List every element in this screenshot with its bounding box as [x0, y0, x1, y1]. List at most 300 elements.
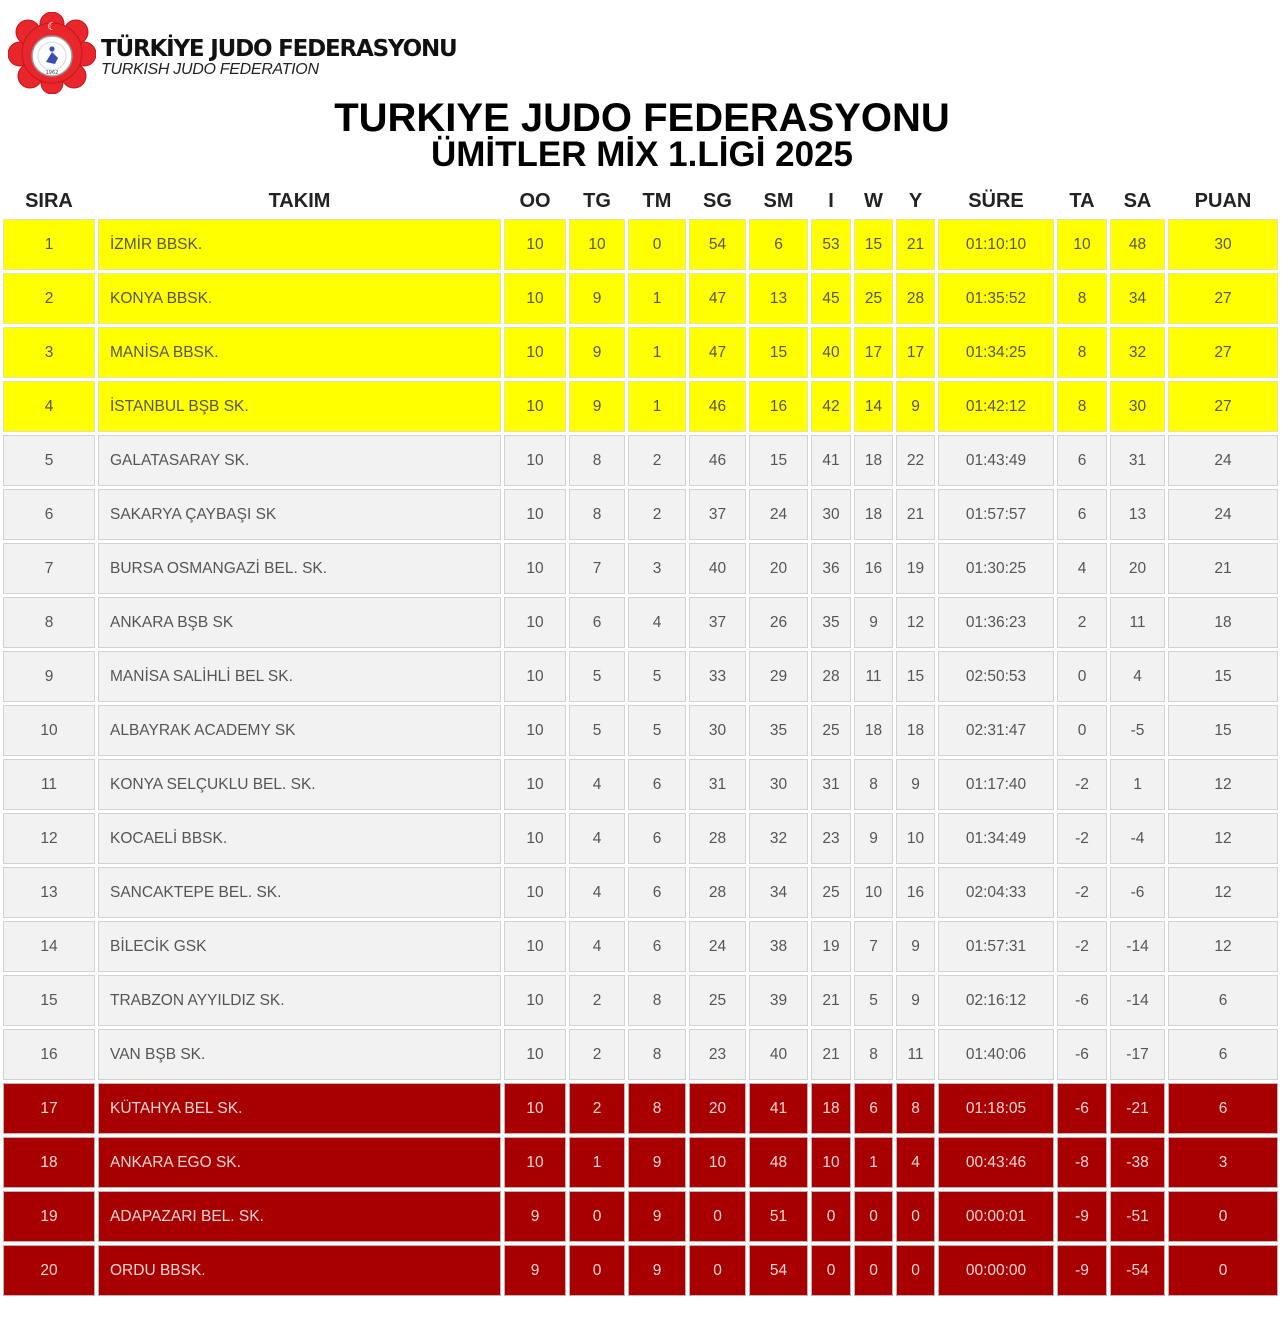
cell-team: MANİSA SALİHLİ BEL SK. [98, 651, 501, 702]
cell-yuko: 4 [896, 1137, 935, 1188]
cell-team: SAKARYA ÇAYBAŞI SK [98, 489, 501, 540]
cell-ippon: 41 [811, 435, 851, 486]
cell-wazaari: 11 [854, 651, 893, 702]
cell-team-wins: 4 [569, 759, 625, 810]
cell-team: BURSA OSMANGAZİ BEL. SK. [98, 543, 501, 594]
cell-rank: 2 [3, 273, 95, 324]
cell-rank: 7 [3, 543, 95, 594]
cell-yuko: 11 [896, 1029, 935, 1080]
table-row [3, 921, 1278, 972]
cell-team-wins: 10 [569, 219, 625, 270]
cell-matches-played: 10 [504, 219, 566, 270]
cell-individual-wins: 0 [689, 1245, 746, 1296]
cell-duration: 01:30:25 [938, 543, 1054, 594]
cell-ippon: 36 [811, 543, 851, 594]
cell-yuko: 9 [896, 759, 935, 810]
cell-rank: 9 [3, 651, 95, 702]
cell-rank: 5 [3, 435, 95, 486]
cell-duration: 02:04:33 [938, 867, 1054, 918]
cell-wazaari: 18 [854, 489, 893, 540]
cell-matches-played: 10 [504, 1083, 566, 1134]
cell-wazaari: 9 [854, 813, 893, 864]
cell-yuko: 9 [896, 921, 935, 972]
cell-individual-wins: 40 [689, 543, 746, 594]
cell-points: 30 [1168, 219, 1278, 270]
cell-points: 27 [1168, 327, 1278, 378]
cell-matches-played: 10 [504, 813, 566, 864]
cell-team-wins: 5 [569, 651, 625, 702]
cell-matches-played: 10 [504, 867, 566, 918]
cell-team: KOCAELİ BBSK. [98, 813, 501, 864]
cell-team: KONYA SELÇUKLU BEL. SK. [98, 759, 501, 810]
cell-score-average: -6 [1110, 867, 1165, 918]
svg-text:1962: 1962 [45, 70, 59, 76]
cell-matches-played: 10 [504, 651, 566, 702]
column-header-ippon: I [828, 189, 834, 212]
cell-individual-wins: 0 [689, 1191, 746, 1242]
cell-team-losses: 5 [628, 705, 686, 756]
cell-wazaari: 0 [854, 1191, 893, 1242]
cell-rank: 18 [3, 1137, 95, 1188]
cell-rank: 19 [3, 1191, 95, 1242]
column-header-team-average: TA [1069, 189, 1095, 212]
cell-matches-played: 10 [504, 489, 566, 540]
cell-score-average: 20 [1110, 543, 1165, 594]
cell-duration: 02:50:53 [938, 651, 1054, 702]
cell-points: 21 [1168, 543, 1278, 594]
cell-individual-losses: 32 [749, 813, 808, 864]
cell-wazaari: 1 [854, 1137, 893, 1188]
table-row [3, 435, 1278, 486]
cell-points: 24 [1168, 435, 1278, 486]
cell-duration: 01:42:12 [938, 381, 1054, 432]
cell-team-losses: 9 [628, 1245, 686, 1296]
cell-team-average: -6 [1057, 975, 1107, 1026]
cell-team-average: -9 [1057, 1191, 1107, 1242]
column-header-duration: SÜRE [968, 189, 1024, 212]
cell-team-average: -9 [1057, 1245, 1107, 1296]
cell-team-wins: 9 [569, 273, 625, 324]
cell-ippon: 42 [811, 381, 851, 432]
cell-ippon: 45 [811, 273, 851, 324]
cell-individual-losses: 51 [749, 1191, 808, 1242]
cell-team: GALATASARAY SK. [98, 435, 501, 486]
brand-name: TÜRKİYE JUDO FEDERASYONU [101, 36, 457, 62]
cell-duration: 01:40:06 [938, 1029, 1054, 1080]
cell-yuko: 9 [896, 975, 935, 1026]
cell-yuko: 19 [896, 543, 935, 594]
cell-individual-losses: 26 [749, 597, 808, 648]
cell-individual-losses: 40 [749, 1029, 808, 1080]
cell-individual-losses: 38 [749, 921, 808, 972]
cell-team: ORDU BBSK. [98, 1245, 501, 1296]
brand-subtitle: TURKISH JUDO FEDERATION [101, 61, 319, 78]
standings-table [0, 183, 1281, 1299]
cell-team-average: 10 [1057, 219, 1107, 270]
cell-team-average: 0 [1057, 705, 1107, 756]
cell-yuko: 21 [896, 219, 935, 270]
cell-matches-played: 10 [504, 381, 566, 432]
cell-matches-played: 10 [504, 705, 566, 756]
cell-score-average: -14 [1110, 921, 1165, 972]
cell-points: 12 [1168, 759, 1278, 810]
cell-team: KÜTAHYA BEL SK. [98, 1083, 501, 1134]
cell-rank: 17 [3, 1083, 95, 1134]
cell-team-average: 0 [1057, 651, 1107, 702]
cell-yuko: 18 [896, 705, 935, 756]
cell-matches-played: 10 [504, 327, 566, 378]
cell-wazaari: 16 [854, 543, 893, 594]
cell-score-average: 13 [1110, 489, 1165, 540]
cell-duration: 00:00:00 [938, 1245, 1054, 1296]
cell-ippon: 25 [811, 867, 851, 918]
table-row [3, 1083, 1278, 1134]
cell-team: SANCAKTEPE BEL. SK. [98, 867, 501, 918]
cell-team-wins: 1 [569, 1137, 625, 1188]
cell-score-average: 11 [1110, 597, 1165, 648]
cell-yuko: 16 [896, 867, 935, 918]
cell-team: KONYA BBSK. [98, 273, 501, 324]
cell-score-average: 30 [1110, 381, 1165, 432]
cell-rank: 13 [3, 867, 95, 918]
cell-duration: 01:36:23 [938, 597, 1054, 648]
cell-duration: 01:43:49 [938, 435, 1054, 486]
page-subtitle: ÜMİTLER MİX 1.LİGİ 2025 [430, 135, 854, 174]
cell-duration: 00:43:46 [938, 1137, 1054, 1188]
table-row [3, 489, 1278, 540]
cell-points: 3 [1168, 1137, 1278, 1188]
cell-team-average: -8 [1057, 1137, 1107, 1188]
cell-team-wins: 4 [569, 921, 625, 972]
column-header-team-losses: TM [642, 189, 672, 212]
federation-logo-icon [8, 12, 96, 94]
cell-rank: 11 [3, 759, 95, 810]
cell-team: İSTANBUL BŞB SK. [98, 381, 501, 432]
cell-ippon: 30 [811, 489, 851, 540]
cell-individual-losses: 13 [749, 273, 808, 324]
cell-ippon: 53 [811, 219, 851, 270]
cell-wazaari: 15 [854, 219, 893, 270]
cell-team-average: 8 [1057, 327, 1107, 378]
cell-yuko: 15 [896, 651, 935, 702]
cell-points: 12 [1168, 813, 1278, 864]
cell-matches-played: 9 [504, 1191, 566, 1242]
brand-block [101, 36, 457, 79]
cell-yuko: 0 [896, 1245, 935, 1296]
cell-wazaari: 17 [854, 327, 893, 378]
cell-individual-wins: 24 [689, 921, 746, 972]
cell-points: 27 [1168, 381, 1278, 432]
cell-wazaari: 14 [854, 381, 893, 432]
cell-team-losses: 1 [628, 327, 686, 378]
cell-points: 6 [1168, 1029, 1278, 1080]
cell-ippon: 0 [811, 1191, 851, 1242]
column-header-matches-played: OO [519, 189, 551, 212]
column-header-team-wins: TG [583, 189, 611, 212]
cell-duration: 00:00:01 [938, 1191, 1054, 1242]
cell-team-wins: 4 [569, 813, 625, 864]
cell-yuko: 28 [896, 273, 935, 324]
cell-individual-wins: 28 [689, 813, 746, 864]
cell-team: BİLECİK GSK [98, 921, 501, 972]
cell-rank: 4 [3, 381, 95, 432]
column-header-individual-losses: SM [763, 189, 794, 212]
cell-wazaari: 18 [854, 435, 893, 486]
cell-points: 15 [1168, 705, 1278, 756]
cell-wazaari: 6 [854, 1083, 893, 1134]
cell-matches-played: 10 [504, 1029, 566, 1080]
cell-ippon: 10 [811, 1137, 851, 1188]
table-row [3, 1245, 1278, 1296]
cell-individual-wins: 30 [689, 705, 746, 756]
cell-score-average: -38 [1110, 1137, 1165, 1188]
cell-individual-wins: 31 [689, 759, 746, 810]
cell-individual-wins: 20 [689, 1083, 746, 1134]
cell-individual-wins: 33 [689, 651, 746, 702]
cell-matches-played: 10 [504, 273, 566, 324]
cell-matches-played: 10 [504, 921, 566, 972]
cell-wazaari: 9 [854, 597, 893, 648]
cell-team-wins: 0 [569, 1191, 625, 1242]
cell-team-average: -6 [1057, 1083, 1107, 1134]
table-row [3, 759, 1278, 810]
cell-team-average: 4 [1057, 543, 1107, 594]
cell-points: 12 [1168, 921, 1278, 972]
cell-points: 24 [1168, 489, 1278, 540]
cell-team-losses: 8 [628, 975, 686, 1026]
table-row [3, 975, 1278, 1026]
table-row [3, 1137, 1278, 1188]
cell-score-average: -14 [1110, 975, 1165, 1026]
cell-team-wins: 2 [569, 975, 625, 1026]
cell-rank: 15 [3, 975, 95, 1026]
cell-wazaari: 25 [854, 273, 893, 324]
cell-score-average: 4 [1110, 651, 1165, 702]
cell-score-average: -51 [1110, 1191, 1165, 1242]
cell-score-average: -17 [1110, 1029, 1165, 1080]
column-header-individual-wins: SG [703, 189, 732, 212]
cell-team-losses: 6 [628, 921, 686, 972]
table-row [3, 543, 1278, 594]
table-row [3, 327, 1278, 378]
cell-duration: 01:10:10 [938, 219, 1054, 270]
table-header-row [3, 186, 1278, 216]
cell-team: MANİSA BBSK. [98, 327, 501, 378]
cell-ippon: 0 [811, 1245, 851, 1296]
cell-rank: 20 [3, 1245, 95, 1296]
cell-score-average: 34 [1110, 273, 1165, 324]
cell-matches-played: 10 [504, 1137, 566, 1188]
cell-duration: 01:34:25 [938, 327, 1054, 378]
cell-team-losses: 5 [628, 651, 686, 702]
cell-team-losses: 6 [628, 759, 686, 810]
cell-duration: 01:57:31 [938, 921, 1054, 972]
cell-duration: 02:16:12 [938, 975, 1054, 1026]
cell-team-wins: 9 [569, 327, 625, 378]
column-header-score-average: SA [1123, 189, 1152, 212]
cell-points: 18 [1168, 597, 1278, 648]
cell-wazaari: 7 [854, 921, 893, 972]
cell-yuko: 0 [896, 1191, 935, 1242]
table-row [3, 705, 1278, 756]
page-title: TURKIYE JUDO FEDERASYONU [334, 96, 950, 140]
cell-score-average: 32 [1110, 327, 1165, 378]
cell-individual-wins: 25 [689, 975, 746, 1026]
cell-team-losses: 3 [628, 543, 686, 594]
cell-score-average: 48 [1110, 219, 1165, 270]
cell-individual-losses: 15 [749, 327, 808, 378]
cell-wazaari: 0 [854, 1245, 893, 1296]
cell-team-wins: 8 [569, 489, 625, 540]
cell-team-wins: 6 [569, 597, 625, 648]
cell-individual-losses: 39 [749, 975, 808, 1026]
cell-points: 6 [1168, 975, 1278, 1026]
cell-team-average: -2 [1057, 921, 1107, 972]
cell-ippon: 25 [811, 705, 851, 756]
cell-points: 27 [1168, 273, 1278, 324]
cell-yuko: 22 [896, 435, 935, 486]
cell-matches-played: 10 [504, 759, 566, 810]
cell-yuko: 21 [896, 489, 935, 540]
cell-individual-wins: 46 [689, 381, 746, 432]
cell-team: TRABZON AYYILDIZ SK. [98, 975, 501, 1026]
column-header-points: PUAN [1194, 189, 1252, 212]
cell-individual-wins: 28 [689, 867, 746, 918]
cell-matches-played: 10 [504, 543, 566, 594]
cell-team-wins: 7 [569, 543, 625, 594]
cell-individual-wins: 46 [689, 435, 746, 486]
cell-team-losses: 6 [628, 867, 686, 918]
cell-duration: 01:17:40 [938, 759, 1054, 810]
cell-team-average: 6 [1057, 489, 1107, 540]
cell-ippon: 23 [811, 813, 851, 864]
cell-individual-losses: 6 [749, 219, 808, 270]
cell-ippon: 19 [811, 921, 851, 972]
cell-points: 0 [1168, 1245, 1278, 1296]
cell-ippon: 28 [811, 651, 851, 702]
table-row [3, 867, 1278, 918]
column-header-rank: SIRA [25, 189, 73, 212]
cell-duration: 01:18:05 [938, 1083, 1054, 1134]
cell-rank: 1 [3, 219, 95, 270]
cell-team-losses: 6 [628, 813, 686, 864]
cell-ippon: 21 [811, 975, 851, 1026]
cell-individual-losses: 48 [749, 1137, 808, 1188]
cell-duration: 01:57:57 [938, 489, 1054, 540]
cell-team-losses: 0 [628, 219, 686, 270]
cell-individual-losses: 29 [749, 651, 808, 702]
cell-individual-losses: 35 [749, 705, 808, 756]
column-header-team: TAKIM [268, 189, 331, 212]
cell-team-losses: 1 [628, 381, 686, 432]
column-header-yuko: Y [908, 189, 923, 212]
cell-duration: 01:35:52 [938, 273, 1054, 324]
cell-score-average: -54 [1110, 1245, 1165, 1296]
cell-yuko: 12 [896, 597, 935, 648]
cell-team-wins: 8 [569, 435, 625, 486]
cell-matches-played: 10 [504, 975, 566, 1026]
cell-team-wins: 5 [569, 705, 625, 756]
cell-yuko: 17 [896, 327, 935, 378]
cell-team-wins: 2 [569, 1029, 625, 1080]
table-row [3, 1191, 1278, 1242]
cell-team-average: 8 [1057, 381, 1107, 432]
cell-wazaari: 10 [854, 867, 893, 918]
cell-ippon: 21 [811, 1029, 851, 1080]
cell-team-wins: 9 [569, 381, 625, 432]
cell-team-average: -2 [1057, 813, 1107, 864]
cell-team-wins: 4 [569, 867, 625, 918]
table-row [3, 651, 1278, 702]
cell-team-losses: 2 [628, 435, 686, 486]
cell-duration: 01:34:49 [938, 813, 1054, 864]
cell-team-average: -2 [1057, 867, 1107, 918]
cell-individual-losses: 30 [749, 759, 808, 810]
table-row [3, 219, 1278, 270]
cell-team: ANKARA EGO SK. [98, 1137, 501, 1188]
cell-ippon: 35 [811, 597, 851, 648]
cell-individual-wins: 37 [689, 597, 746, 648]
cell-ippon: 40 [811, 327, 851, 378]
cell-points: 6 [1168, 1083, 1278, 1134]
cell-team-average: 2 [1057, 597, 1107, 648]
cell-matches-played: 10 [504, 597, 566, 648]
cell-individual-wins: 23 [689, 1029, 746, 1080]
table-row [3, 273, 1278, 324]
cell-matches-played: 9 [504, 1245, 566, 1296]
cell-wazaari: 8 [854, 759, 893, 810]
cell-individual-losses: 34 [749, 867, 808, 918]
cell-individual-losses: 15 [749, 435, 808, 486]
cell-individual-wins: 47 [689, 327, 746, 378]
table-row [3, 597, 1278, 648]
cell-matches-played: 10 [504, 435, 566, 486]
cell-ippon: 31 [811, 759, 851, 810]
cell-individual-wins: 10 [689, 1137, 746, 1188]
cell-team: VAN BŞB SK. [98, 1029, 501, 1080]
cell-yuko: 10 [896, 813, 935, 864]
cell-individual-losses: 16 [749, 381, 808, 432]
cell-yuko: 9 [896, 381, 935, 432]
cell-yuko: 8 [896, 1083, 935, 1134]
cell-team-average: -2 [1057, 759, 1107, 810]
cell-ippon: 18 [811, 1083, 851, 1134]
table-row [3, 1029, 1278, 1080]
cell-team: İZMİR BBSK. [98, 219, 501, 270]
column-header-wazaari: W [864, 189, 883, 212]
cell-points: 15 [1168, 651, 1278, 702]
cell-individual-wins: 37 [689, 489, 746, 540]
cell-rank: 8 [3, 597, 95, 648]
cell-individual-losses: 41 [749, 1083, 808, 1134]
cell-team-losses: 8 [628, 1029, 686, 1080]
cell-score-average: 1 [1110, 759, 1165, 810]
cell-score-average: 31 [1110, 435, 1165, 486]
cell-team-losses: 4 [628, 597, 686, 648]
cell-rank: 3 [3, 327, 95, 378]
cell-team-losses: 9 [628, 1137, 686, 1188]
cell-team-losses: 9 [628, 1191, 686, 1242]
cell-wazaari: 18 [854, 705, 893, 756]
cell-rank: 6 [3, 489, 95, 540]
cell-individual-wins: 47 [689, 273, 746, 324]
cell-rank: 14 [3, 921, 95, 972]
cell-rank: 10 [3, 705, 95, 756]
cell-score-average: -5 [1110, 705, 1165, 756]
cell-score-average: -4 [1110, 813, 1165, 864]
table-row [3, 813, 1278, 864]
cell-score-average: -21 [1110, 1083, 1165, 1134]
